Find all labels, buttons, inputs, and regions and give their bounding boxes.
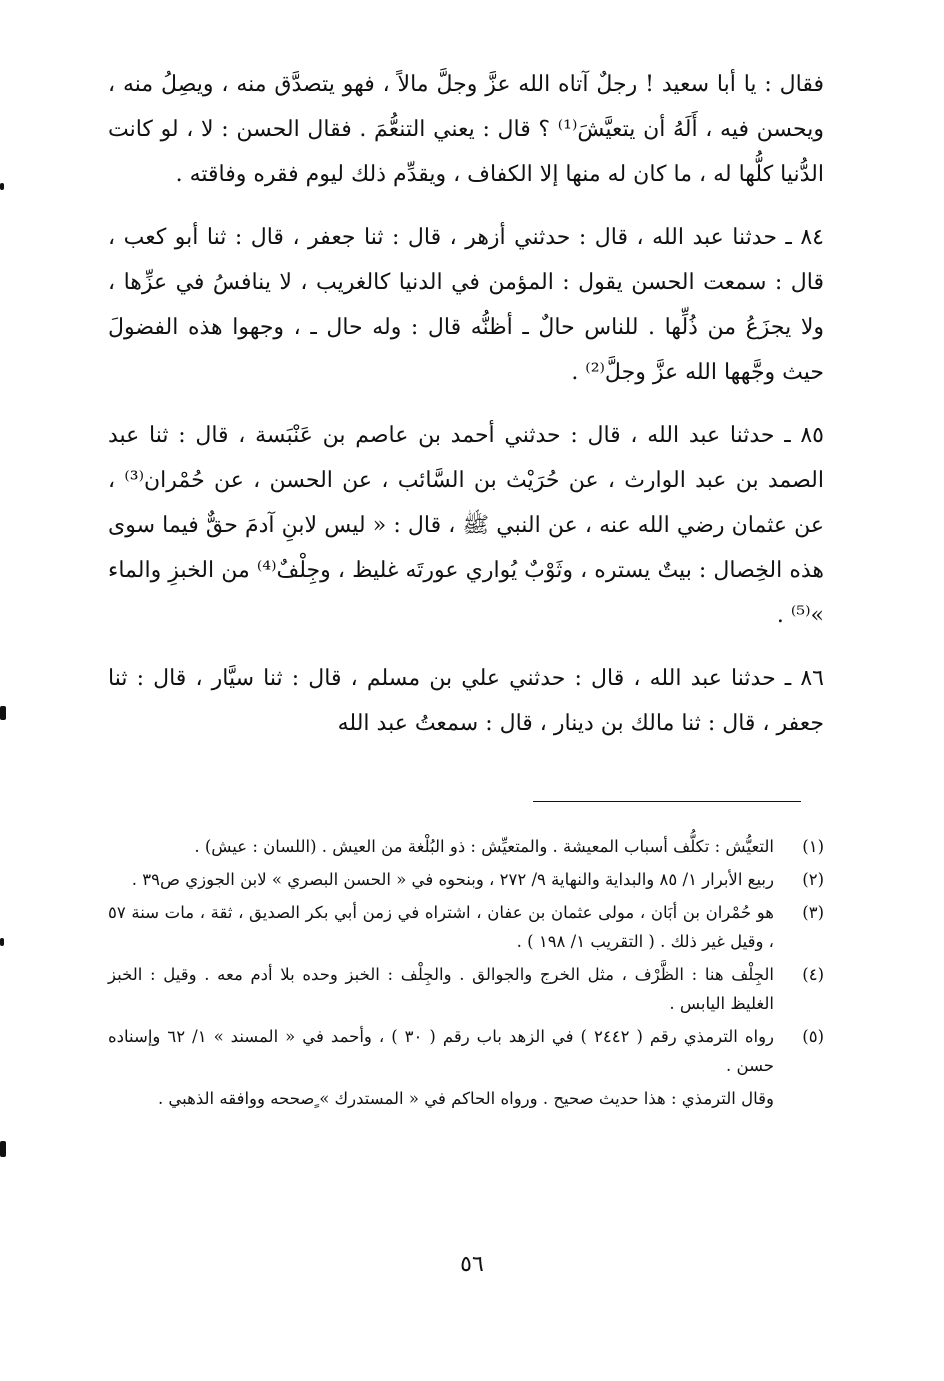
paragraph-intro: فقال : يا أبا سعيد ! رجلٌ آتاه الله عزَّ وجلَّ مالاً ، فهو يتصدَّق منه ، ويصِلُ منه ، ويحسن فيه ، أَلَهُ أن يتعيَّشَ⁽¹⁾ ؟ قال : يعني التنعُّمَ . فقال الحسن : لا ، لو كانت الدُّنيا كلُّها له ، ما كان له منها إلا الكفاف ، ويقدِّم ذلك ليوم فقره وفاقته . <box>108 72 824 187</box>
footnote-number: (٢) <box>802 870 824 889</box>
footnote-2 <box>108 865 824 894</box>
paragraph-84: ٨٤ ـ حدثنا عبد الله ، قال : حدثني أزهر ، قال : ثنا جعفر ، قال : ثنا أبو كعب ، قال : سمعت الحسن يقول : المؤمن في الدنيا كالغريب ، لا ينافسُ في عزِّها ، ولا يجزَعُ من ذُلِّها . للناس حالٌ ـ أظنُّه قال : وله حال ـ ، وجهوا هذه الفضولَ حيث وجَّهها الله عزَّ وجلَّ⁽²⁾ . <box>108 225 824 385</box>
footnote-number: (٤) <box>802 965 824 984</box>
main-text <box>108 62 824 746</box>
footnote-text: التعيُّش : تكلُّف أسباب المعيشة . والمتعيِّش : ذو البُلْغة من العيش . (اللسان : عيش) . <box>194 837 774 856</box>
margin-scan-mark <box>0 706 6 720</box>
footnote-text: هو حُمْران بن أبَان ، مولى عثمان بن عفان ، اشتراه في زمن أبي بكر الصديق ، ثقة ، مات سنة ٥٧ ، وقيل غير ذلك . ( التقريب ١/ ١٩٨ ) . <box>108 903 774 951</box>
footnote-text: الجِلْف هنا : الظَّرْف ، مثل الخرج والجوالق . والجِلْف : الخبز وحده بلا أدم معه . وقيل : الخبز الغليظ اليابس . <box>108 965 774 1013</box>
footnote-3 <box>108 898 824 956</box>
footnotes <box>108 832 824 1113</box>
footnote-divider <box>533 801 801 802</box>
paragraph-85: ٨٥ ـ حدثنا عبد الله ، قال : حدثني أحمد بن عاصم بن عَنْبَسة ، قال : ثنا عبد الصمد بن عبد الوارث ، عن حُرَيْث بن السَّائب ، عن الحسن ، عن حُمْران⁽³⁾ ، عن عثمان رضي الله عنه ، عن النبي ﷺ ، قال : « ليس لابنِ آدمَ حقٌّ فيما سوى هذه الخِصال : بيتٌ يستره ، وثَوْبٌ يُواري عورتَه غليظ ، وجِلْفٌ⁽⁴⁾ من الخبزِ والماء »⁽⁵⁾ . <box>108 423 824 628</box>
margin-scan-mark <box>0 938 4 946</box>
paragraph-86: ٨٦ ـ حدثنا عبد الله ، قال : حدثني علي بن مسلم ، قال : ثنا سيَّار ، قال : ثنا جعفر ، قال : ثنا مالك بن دينار ، قال : سمعتُ عبد الله <box>108 666 824 736</box>
margin-scan-mark <box>0 183 4 190</box>
page-number: ٥٦ <box>460 1252 484 1277</box>
footnote-number: (١) <box>802 837 824 856</box>
footnote-number: (٣) <box>802 903 824 922</box>
footnote-4 <box>108 960 824 1018</box>
footnote-1 <box>108 832 824 861</box>
footnote-5-continuation: وقال الترمذي : هذا حديث صحيح . ورواه الحاكم في « المستدرك » ٍصححه ووافقه الذهبي . <box>157 1089 774 1108</box>
footnote-number: (٥) <box>802 1027 824 1046</box>
footnote-5 <box>108 1022 824 1080</box>
margin-scan-mark <box>0 1141 6 1157</box>
footnote-text: رواه الترمذي رقم ( ٢٤٤٢ ) في الزهد باب رقم ( ٣٠ ) ، وأحمد في « المسند » ١/ ٦٢ وإسناده حسن . <box>108 1027 775 1075</box>
footnote-text: ربيع الأبرار ١/ ٨٥ والبداية والنهاية ٩/ ٢٧٢ ، وبنحوه في « الحسن البصري » لابن الجوزي ص٣٩ . <box>131 870 774 889</box>
